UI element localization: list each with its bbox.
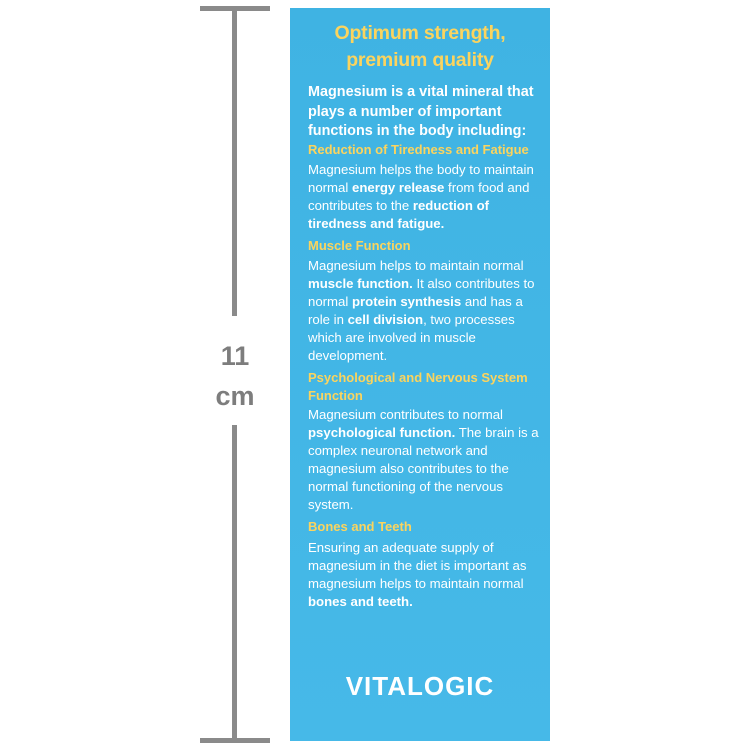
section-body-psychological: Magnesium contributes to normal psychological function. The brain is a complex neuronal network and magnesium also contributes to the normal functioning of the nervous system. [308,407,539,512]
headline-line-1: Optimum strength, [334,22,506,44]
section-title-bones: Bones and Teeth [308,519,412,534]
intro-text: Magnesium is a vital mineral that plays a number of important functions in the body including: [308,84,534,139]
section-title-tiredness: Reduction of Tiredness and Fatigue [308,142,529,157]
headline-line-2: premium quality [346,49,494,71]
section-title-muscle: Muscle Function [308,238,411,253]
product-box-panel [290,8,550,741]
section-body-bones: Ensuring an adequate supply of magnesium in the diet is important as magnesium helps to maintain normal bones and teeth. [308,540,527,609]
size-ruler [0,0,290,750]
headline [290,20,550,74]
brand-logo: VITALOGIC [345,671,495,701]
section-body-muscle: Magnesium helps to maintain normal muscle function. It also contributes to normal protein synthesis and has a role in cell division, two processes which are involved in muscle development. [308,258,535,363]
section-title-psychological: Psychological and Nervous System Function [308,370,528,403]
ruler-lower-line [232,425,237,743]
ruler-upper-line [232,6,237,316]
section-body-tiredness: Magnesium helps the body to maintain normal energy release from food and contributes to the reduction of tiredness and fatigue. [308,162,534,231]
ruler-bottom-cap [200,738,270,743]
ruler-measure-number: 11 [220,341,250,371]
ruler-measure-unit: cm [215,381,255,411]
